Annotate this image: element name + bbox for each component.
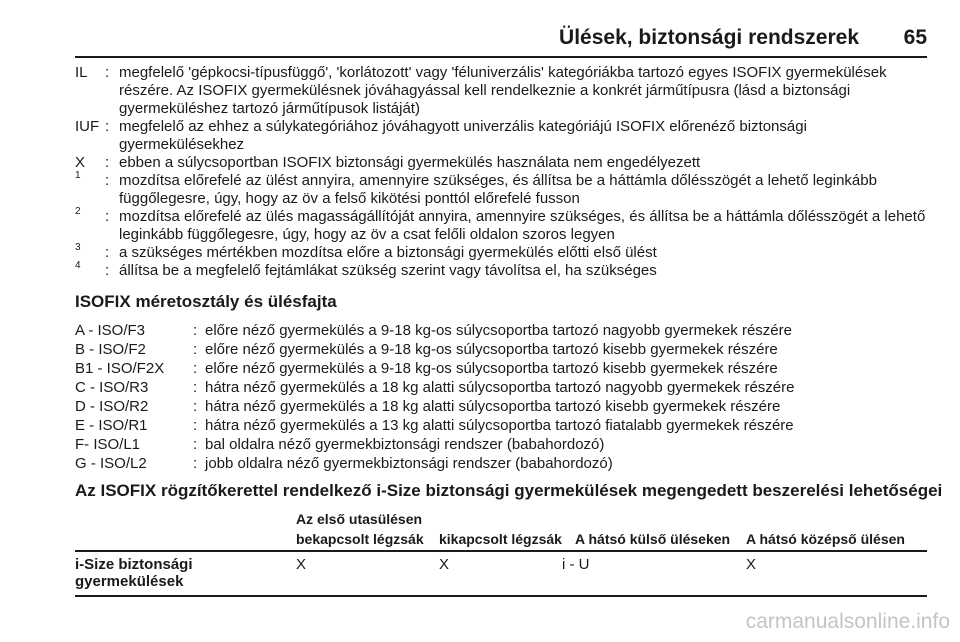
footnote-marker: 2 bbox=[75, 206, 81, 217]
size-class-text: jobb oldalra néző gyermekbiztonsági rendszer (babahordozó) bbox=[205, 455, 613, 472]
size-class-text: előre néző gyermekülés a 9-18 kg-os súlycsoportba tartozó nagyobb gyermekek részére bbox=[205, 322, 792, 339]
size-class-row bbox=[75, 378, 927, 397]
abbreviation-list bbox=[75, 64, 927, 280]
size-class-text: előre néző gyermekülés a 9-18 kg-os súlycsoportba tartozó kisebb gyermekek részére bbox=[205, 360, 778, 377]
colon: : bbox=[105, 262, 110, 279]
abbreviation-text: ebben a súlycsoportban ISOFIX biztonsági gyermekülés használata nem engedélyezett bbox=[119, 154, 701, 171]
size-class-text: hátra néző gyermekülés a 18 kg alatti súlycsoportba tartozó nagyobb gyermekek részére bbox=[205, 379, 795, 396]
size-class-key: C - ISO/R3 bbox=[75, 379, 149, 396]
colon: : bbox=[193, 417, 198, 434]
table-column-header: kikapcsolt légzsák bbox=[439, 531, 562, 547]
colon: : bbox=[105, 154, 110, 171]
section-title-isize: Az ISOFIX rögzítőkerettel rendelkező i-Size biztonsági gyermekülések megengedett beszerelési lehetőségei bbox=[75, 481, 943, 500]
watermark: carmanualsonline.info bbox=[745, 610, 950, 633]
section-title-size-classes: ISOFIX méretosztály és ülésfajta bbox=[75, 292, 337, 311]
colon: : bbox=[193, 360, 198, 377]
colon: : bbox=[193, 379, 198, 396]
isize-table bbox=[75, 511, 927, 601]
page-number: 65 bbox=[903, 26, 927, 49]
colon: : bbox=[193, 341, 198, 358]
table-cell: X bbox=[746, 556, 757, 573]
size-class-key: B - ISO/F2 bbox=[75, 341, 146, 358]
footnote-marker: 3 bbox=[75, 242, 81, 253]
colon: : bbox=[193, 436, 198, 453]
size-class-row bbox=[75, 359, 927, 378]
size-class-text: bal oldalra néző gyermekbiztonsági rendszer (babahordozó) bbox=[205, 436, 605, 453]
size-class-text: előre néző gyermekülés a 9-18 kg-os súlycsoportba tartozó kisebb gyermekek részére bbox=[205, 341, 778, 358]
manual-page bbox=[75, 0, 943, 642]
size-class-text: hátra néző gyermekülés a 13 kg alatti súlycsoportba tartozó fiatalabb gyermekek részére bbox=[205, 417, 794, 434]
page-header bbox=[75, 26, 927, 56]
size-class-row bbox=[75, 416, 927, 435]
colon: : bbox=[105, 118, 110, 135]
footnote-row bbox=[75, 262, 927, 280]
table-column-header: A hátsó középső ülésen bbox=[746, 531, 905, 547]
abbreviation-row bbox=[75, 118, 927, 154]
abbreviation-key: IL bbox=[75, 64, 88, 81]
footnote-row bbox=[75, 172, 927, 208]
footnote-marker: 4 bbox=[75, 260, 81, 271]
table-column-header: bekapcsolt légzsák bbox=[296, 531, 424, 547]
size-class-key: E - ISO/R1 bbox=[75, 417, 148, 434]
footnote-text: mozdítsa előrefelé az ülés magasságállítóját annyira, amennyire szükséges, és állítsa be a háttámla dőlésszögét a lehető leginkább függőlegesre, úgy, hogy az öv a csat felőli oldalon szoros legyen bbox=[119, 208, 926, 243]
abbreviation-row bbox=[75, 64, 927, 118]
size-class-key: D - ISO/R2 bbox=[75, 398, 149, 415]
table-header-rule bbox=[75, 550, 927, 552]
table-group-header: Az első utasülésen bbox=[296, 511, 423, 527]
table-cell: X bbox=[439, 556, 450, 573]
abbreviation-key: IUF bbox=[75, 118, 100, 135]
table-row-label: i-Size biztonsági gyermekülések bbox=[75, 556, 193, 590]
header-rule bbox=[75, 56, 927, 58]
footnote-marker: 1 bbox=[75, 170, 81, 181]
size-class-row bbox=[75, 397, 927, 416]
abbreviation-row bbox=[75, 154, 927, 172]
colon: : bbox=[105, 244, 110, 261]
footnote-text: a szükséges mértékben mozdítsa előre a biztonsági gyermekülés előtti első ülést bbox=[119, 244, 657, 261]
size-class-key: A - ISO/F3 bbox=[75, 322, 146, 339]
footnote-row bbox=[75, 208, 927, 244]
size-class-text: hátra néző gyermekülés a 18 kg alatti súlycsoportba tartozó kisebb gyermekek részére bbox=[205, 398, 781, 415]
table-cell: X bbox=[296, 556, 307, 573]
abbreviation-text: megfelelő 'gépkocsi-típusfüggő', 'korlátozott' vagy 'féluniverzális' kategóriákba tartozó egyes ISOFIX gyermekülések részére. Az ISOFIX gyermekülésnek jóváhagyással kell rendelkeznie a konkrét járműtípusra (lásd a biztonsági gyermeküléshez tartozó járműtípusok listáját) bbox=[119, 64, 887, 117]
footnote-row bbox=[75, 244, 927, 262]
table-cell: i - U bbox=[562, 556, 590, 573]
size-class-key: F- ISO/L1 bbox=[75, 436, 141, 453]
size-class-row bbox=[75, 340, 927, 359]
abbreviation-text: megfelelő az ehhez a súlykategóriához jóváhagyott univerzális kategóriájú ISOFIX előrenéző biztonsági gyermekülésekhez bbox=[119, 118, 807, 153]
header-title: Ülések, biztonsági rendszerek bbox=[559, 26, 859, 49]
size-class-key: B1 - ISO/F2X bbox=[75, 360, 165, 377]
size-class-key: G - ISO/L2 bbox=[75, 455, 147, 472]
abbreviation-key: X bbox=[75, 154, 86, 171]
colon: : bbox=[193, 398, 198, 415]
colon: : bbox=[193, 322, 198, 339]
table-bottom-rule bbox=[75, 595, 927, 597]
table-column-header: A hátsó külső üléseken bbox=[575, 531, 731, 547]
footnote-text: mozdítsa előrefelé az ülést annyira, amennyire szükséges, és állítsa be a háttámla dőlésszögét a lehető leginkább függőlegesre, úgy, hogy az öv a felső kikötési ponttól előrefelé fusson bbox=[119, 172, 877, 207]
colon: : bbox=[105, 172, 110, 189]
colon: : bbox=[105, 208, 110, 225]
colon: : bbox=[193, 455, 198, 472]
size-class-list bbox=[75, 321, 927, 473]
colon: : bbox=[105, 64, 110, 81]
size-class-row bbox=[75, 454, 927, 473]
footnote-text: állítsa be a megfelelő fejtámlákat szükség szerint vagy távolítsa el, ha szükséges bbox=[119, 262, 657, 279]
size-class-row bbox=[75, 435, 927, 454]
size-class-row bbox=[75, 321, 927, 340]
